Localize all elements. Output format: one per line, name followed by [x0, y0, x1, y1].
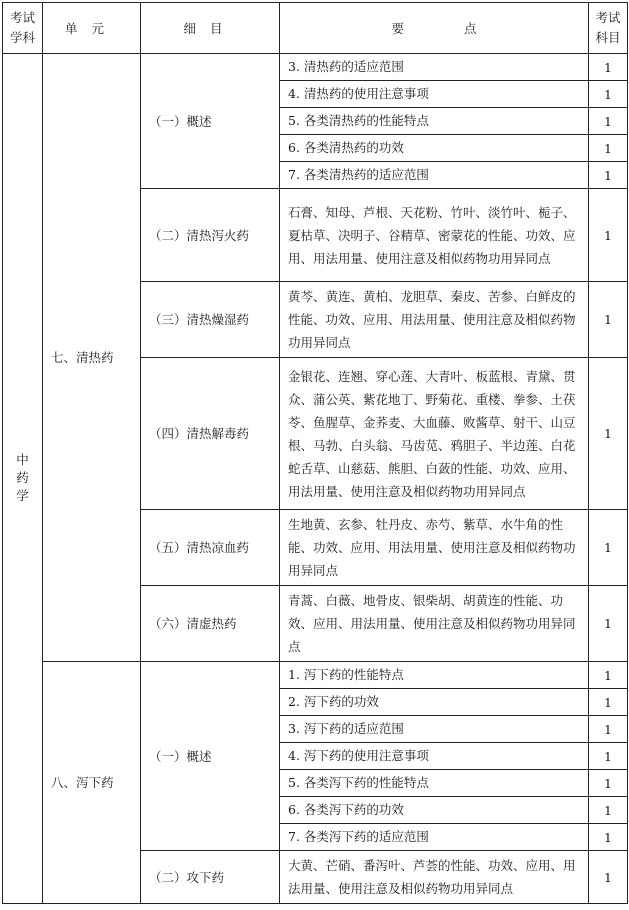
detail-cell: （六）清虚热药 [141, 586, 280, 662]
detail-cell: （二）攻下药 [141, 851, 280, 904]
exam-cell: 1 [589, 824, 628, 851]
unit-cell: 七、清热药 [43, 54, 141, 662]
detail-cell: （一）概述 [141, 54, 280, 189]
point-cell: 6. 各类泻下药的功效 [280, 797, 589, 824]
exam-cell: 1 [589, 743, 628, 770]
table-row [3, 662, 628, 689]
table-row [3, 54, 628, 81]
point-cell: 5. 各类清热药的性能特点 [280, 108, 589, 135]
detail-cell: （一）概述 [141, 662, 280, 851]
exam-cell: 1 [589, 586, 628, 662]
subject-cell: 中药学 [3, 54, 43, 904]
header-subject: 考试学科 [3, 3, 43, 54]
unit-cell: 八、泻下药 [43, 662, 141, 904]
exam-cell: 1 [589, 81, 628, 108]
point-cell: 金银花、连翘、穿心莲、大青叶、板蓝根、青黛、贯众、蒲公英、紫花地丁、野菊花、重楼、拳参、土茯苓、鱼腥草、金荞麦、大血藤、败酱草、射干、山豆根、马勃、白头翁、马齿苋、鸦胆子、半边莲、白花蛇舌草、山慈菇、熊胆、白蔹的性能、功效、应用、用法用量、使用注意及相似药物功用异同点 [280, 358, 589, 510]
detail-cell: （四）清热解毒药 [141, 358, 280, 510]
point-cell: 3. 泻下药的适应范围 [280, 716, 589, 743]
point-cell: 3. 清热药的适应范围 [280, 54, 589, 81]
point-cell: 大黄、芒硝、番泻叶、芦荟的性能、功效、应用、用法用量、使用注意及相似药物功用异同点 [280, 851, 589, 904]
exam-cell: 1 [589, 770, 628, 797]
exam-cell: 1 [589, 108, 628, 135]
header-point: 要点 [280, 3, 589, 54]
detail-cell: （五）清热凉血药 [141, 510, 280, 586]
point-cell: 青蒿、白薇、地骨皮、银柴胡、胡黄连的性能、功效、应用、用法用量、使用注意及相似药物功用异同点 [280, 586, 589, 662]
exam-cell: 1 [589, 662, 628, 689]
exam-cell: 1 [589, 189, 628, 282]
exam-cell: 1 [589, 851, 628, 904]
point-cell: 生地黄、玄参、牡丹皮、赤芍、紫草、水牛角的性能、功效、应用、用法用量、使用注意及相似药物功用异同点 [280, 510, 589, 586]
point-cell: 7. 各类清热药的适应范围 [280, 162, 589, 189]
exam-cell: 1 [589, 54, 628, 81]
point-cell: 5. 各类泻下药的性能特点 [280, 770, 589, 797]
point-cell: 4. 清热药的使用注意事项 [280, 81, 589, 108]
exam-cell: 1 [589, 358, 628, 510]
point-cell: 7. 各类泻下药的适应范围 [280, 824, 589, 851]
detail-cell: （二）清热泻火药 [141, 189, 280, 282]
point-cell: 石膏、知母、芦根、天花粉、竹叶、淡竹叶、栀子、夏枯草、决明子、谷精草、密蒙花的性能、功效、应用、用法用量、使用注意及相似药物功用异同点 [280, 189, 589, 282]
exam-cell: 1 [589, 135, 628, 162]
detail-cell: （三）清热燥湿药 [141, 282, 280, 358]
exam-cell: 1 [589, 510, 628, 586]
point-cell: 4. 泻下药的使用注意事项 [280, 743, 589, 770]
point-cell: 黄芩、黄连、黄柏、龙胆草、秦皮、苦参、白鲜皮的性能、功效、应用、用法用量、使用注意及相似药物功用异同点 [280, 282, 589, 358]
point-cell: 6. 各类清热药的功效 [280, 135, 589, 162]
exam-cell: 1 [589, 162, 628, 189]
header-exam: 考试科目 [589, 3, 628, 54]
header-row [3, 3, 628, 54]
header-unit: 单元 [43, 3, 141, 54]
exam-cell: 1 [589, 282, 628, 358]
header-detail: 细目 [141, 3, 280, 54]
point-cell: 1. 泻下药的性能特点 [280, 662, 589, 689]
exam-cell: 1 [589, 689, 628, 716]
syllabus-table [2, 2, 628, 904]
exam-cell: 1 [589, 797, 628, 824]
exam-cell: 1 [589, 716, 628, 743]
point-cell: 2. 泻下药的功效 [280, 689, 589, 716]
